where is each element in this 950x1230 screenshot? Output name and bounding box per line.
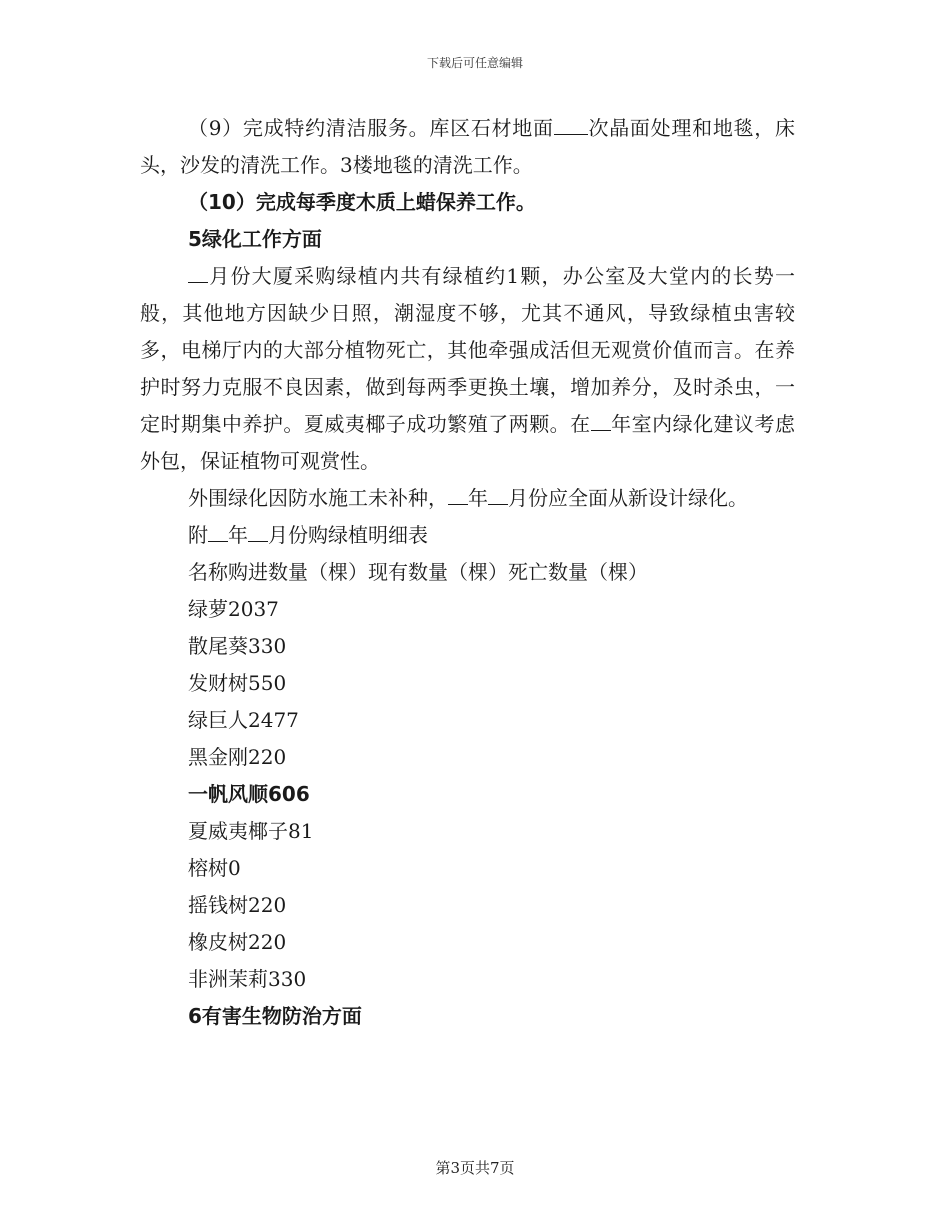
greening-text-b: 年室内绿化建议考虑外包，保证植物可观赏性。 xyxy=(140,412,796,473)
page-number: 第3页共7页 xyxy=(435,1159,515,1177)
plant-row: 发财树550 xyxy=(188,671,287,695)
plant-row: 榕树0 xyxy=(188,856,241,880)
greening-text-a: 月份大厦采购绿植内共有绿植约1颗，办公室及大堂内的长势一般，其他地方因缺少日照，潮湿度不够，尤其不通风，导致绿植虫害较多，电梯厅内的大部分植物死亡，其他牵强成活但无观赏价值而言。在养护时努力克服不良因素，做到每两季更换土壤，增加养分，及时杀虫，一定时期集中养护。夏威夷椰子成功繁殖了两颗。在 xyxy=(140,264,795,436)
item-9-text-b: 次晶面处理和地毯，床头，沙发的清洗工作。3楼地毯的清洗工作。 xyxy=(140,116,796,177)
outdoor-text-b: 年 xyxy=(468,486,488,510)
table-title-c: 月份购绿植明细表 xyxy=(268,523,428,547)
page-header: 下载后可任意编辑 xyxy=(426,56,523,70)
blank-underline xyxy=(591,409,611,431)
table-title xyxy=(140,517,795,554)
paragraph-item-9 xyxy=(140,110,795,184)
plant-row: 橡皮树220 xyxy=(188,930,287,954)
paragraph-greening xyxy=(140,258,795,480)
plant-row: 绿萝2037 xyxy=(188,597,279,621)
plant-row: 绿巨人2477 xyxy=(188,708,299,732)
plant-row: 黑金刚220 xyxy=(188,745,287,769)
table-title-a: 附 xyxy=(188,523,208,547)
table-title-b: 年 xyxy=(228,523,248,547)
plant-row: 摇钱树220 xyxy=(188,893,287,917)
blank-underline xyxy=(448,483,468,505)
blank-underline xyxy=(554,113,588,135)
blank-underline xyxy=(488,483,508,505)
blank-underline xyxy=(248,520,268,542)
section-6-heading: 6有害生物防治方面 xyxy=(188,1004,362,1028)
outdoor-text-c: 月份应全面从新设计绿化。 xyxy=(508,486,748,510)
paragraph-item-10: （10）完成每季度木质上蜡保养工作。 xyxy=(188,190,536,214)
plant-row: 非洲茉莉330 xyxy=(188,967,307,991)
blank-underline xyxy=(208,520,228,542)
section-5-heading: 5绿化工作方面 xyxy=(188,227,322,251)
item-9-text-a: （9）完成特约清洁服务。库区石材地面 xyxy=(188,116,554,140)
blank-underline xyxy=(188,261,208,283)
plant-row: 一帆风顺606 xyxy=(188,782,310,806)
table-header: 名称购进数量（棵）现有数量（棵）死亡数量（棵） xyxy=(188,560,648,584)
plant-row: 散尾葵330 xyxy=(188,634,287,658)
outdoor-text-a: 外围绿化因防水施工未补种， xyxy=(188,486,448,510)
plant-row: 夏威夷椰子81 xyxy=(188,819,314,843)
paragraph-outdoor-greening xyxy=(140,480,795,517)
document-body xyxy=(140,110,795,1035)
